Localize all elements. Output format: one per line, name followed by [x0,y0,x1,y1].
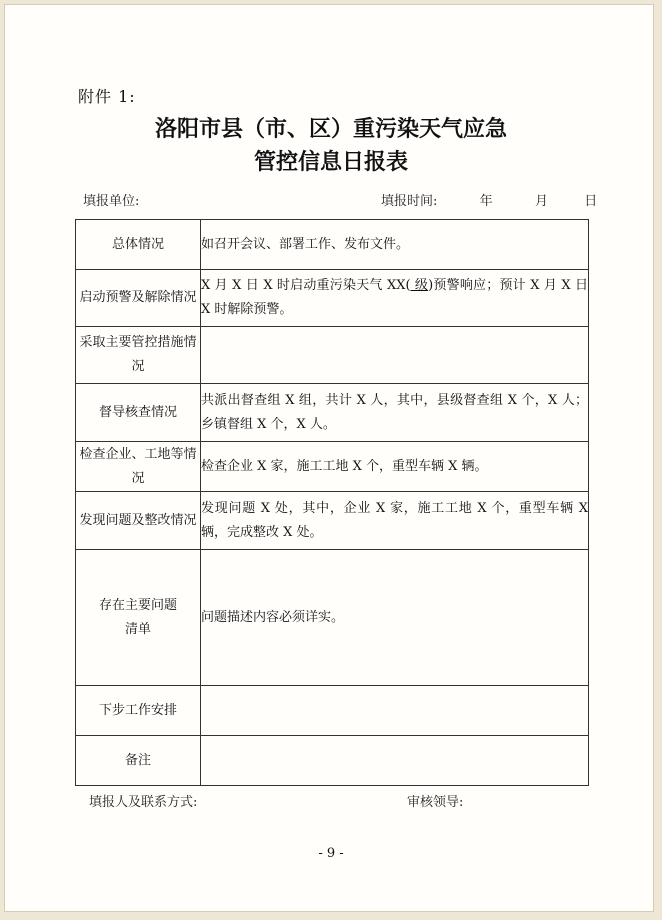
month-label: 月 [534,194,548,209]
attachment-label: 附件 1: [78,87,136,106]
table-row [76,686,589,736]
page-title-line1: 洛阳市县（市、区）重污染天气应急 [154,117,507,142]
row-label: 启动预警及解除情况 [76,270,201,327]
row-label: 督导核查情况 [76,384,201,442]
row-content [201,327,589,384]
page-number: - 9 - [318,846,344,861]
row-label: 采取主要管控措施情况 [76,327,201,384]
row-label: 备注 [76,736,201,786]
table-row [76,736,589,786]
day-label: 日 [584,194,598,209]
year-label: 年 [479,194,493,209]
row-content-part: X 月 X 日 X 时启动重污染天气 XX( [201,278,411,293]
row-content-part: )预警响应；预计 X 月 X 日 X 时解除预警。 [201,278,588,317]
table-row [76,550,589,686]
row-label-line: 存在主要问题 [98,597,177,613]
table-row [76,442,589,492]
table-row [76,492,589,550]
row-label: 发现问题及整改情况 [76,492,201,550]
row-content [201,686,589,736]
row-label: 总体情况 [76,220,201,270]
reporting-unit-label: 填报单位: [83,194,140,209]
alert-level-blank: 级 [410,278,429,293]
table-row [76,327,589,384]
row-label [76,550,201,686]
table-row [76,270,589,327]
row-label: 下步工作安排 [76,686,201,736]
page-title-line2: 管控信息日报表 [253,150,408,175]
row-content: 如召开会议、部署工作、发布文件。 [201,220,589,270]
row-content: 问题描述内容必须详实。 [201,550,589,686]
reporting-time-label: 填报时间: [381,194,438,209]
row-label-line: 清单 [124,621,151,637]
table-row [76,220,589,270]
row-content: 共派出督查组 X 组，共计 X 人，其中，县级督查组 X 个，X 人；乡镇督组 X 个，X 人。 [201,384,589,442]
reviewer-label: 审核领导: [407,795,464,810]
table-row [76,384,589,442]
report-table [75,219,589,786]
row-content [201,270,589,327]
row-content [201,736,589,786]
row-content: 发现问题 X 处，其中，企业 X 家，施工工地 X 个，重型车辆 X 辆，完成整改 X 处。 [201,492,589,550]
filler-contact-label: 填报人及联系方式: [89,795,198,810]
row-label: 检查企业、工地等情况 [76,442,201,492]
row-content: 检查企业 X 家，施工工地 X 个，重型车辆 X 辆。 [201,442,589,492]
reporting-time [381,190,597,209]
